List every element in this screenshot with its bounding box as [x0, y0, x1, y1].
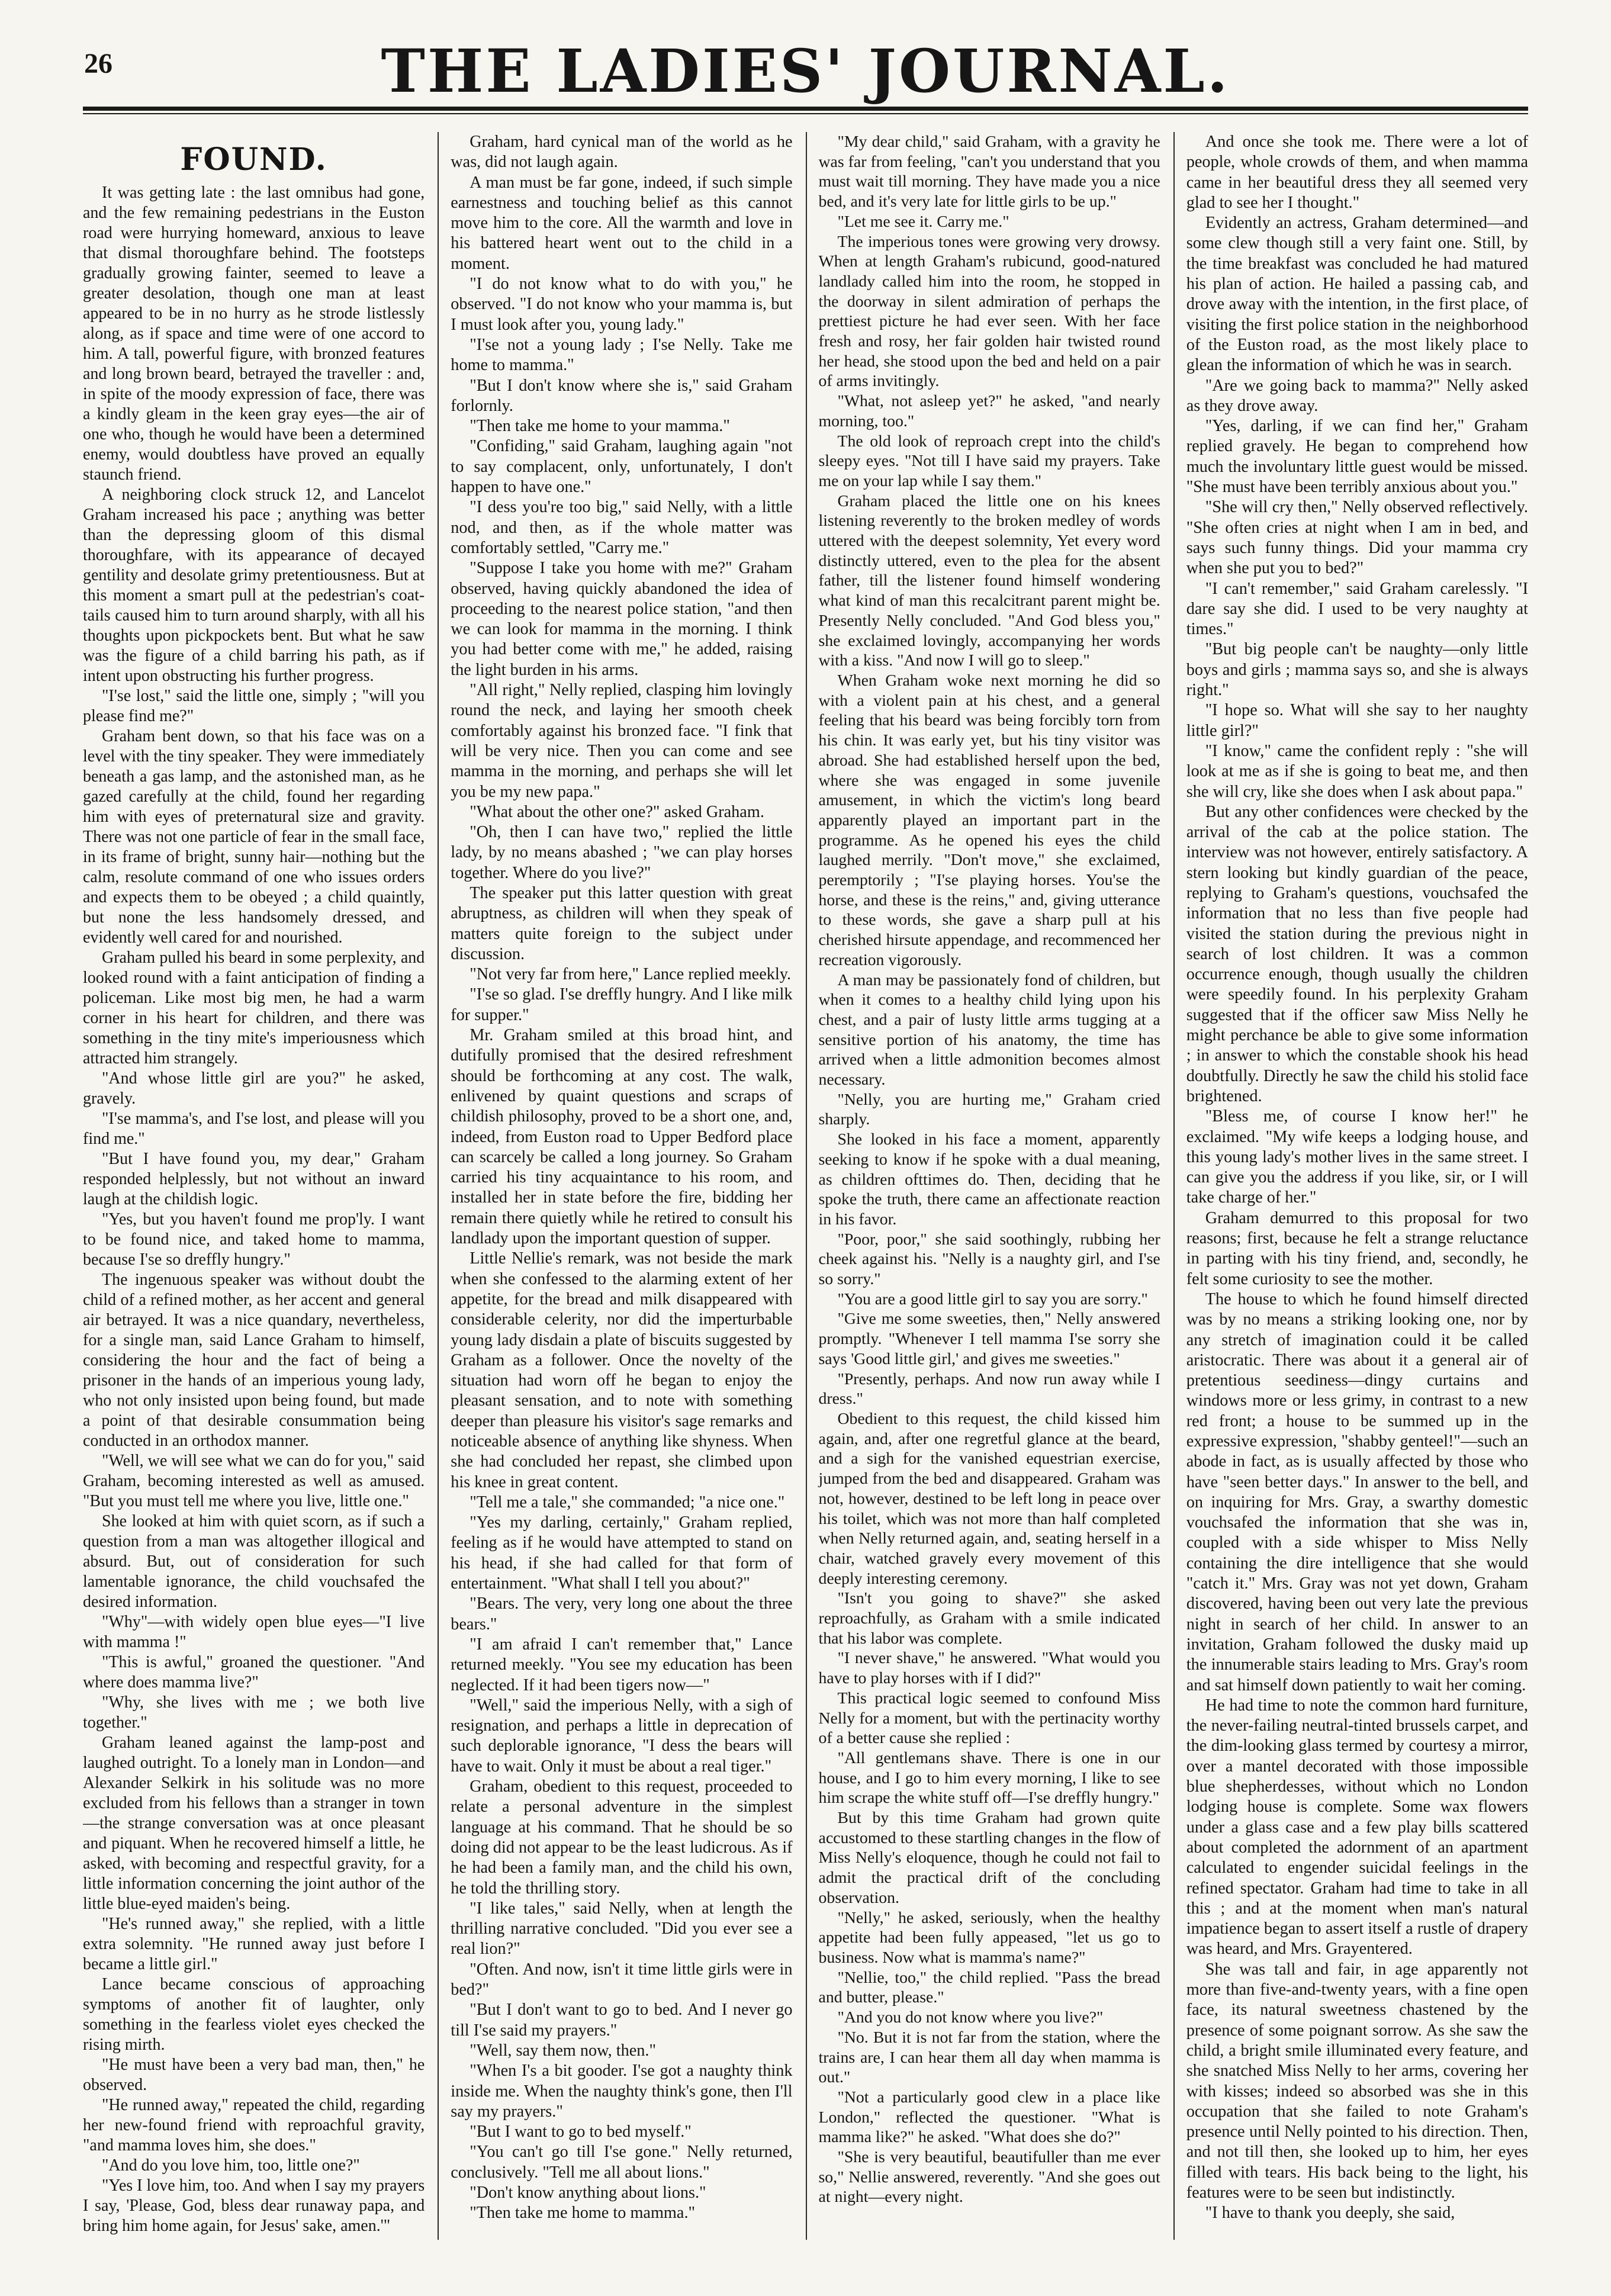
paragraph: Mr. Graham smiled at this broad hint, and dutifully promised that the desired refreshment should be forthcoming at any cost. The walk, enlivened by quaint questions and scraps of childish philosophy, proved to be a short one, and, indeed, from Euston road to Upper Bedford place can scarcely be called a long journey. So Graham carried his tiny acquaintance to his room, and installed her in state before the fire, bidding her remain there quietly while he retired to consult his landlady upon the important question of supper. [451, 1026, 793, 1248]
paragraph: The ingenuous speaker was without doubt the child of a refined mother, as her accent and general air betrayed. It was a nice quandary, nevertheless, for a single man, said Lance Graham to himself, considering the hour and the fact of being a prisoner in the hands of an imperious young lady, who not only insisted upon being found, but made a point of that desirable consummation being conducted in an orthodox manner. [83, 1271, 425, 1450]
paragraph: "I dess you're too big," said Nelly, with a little nod, and then, as if the whole matter was comfortably settled, "Carry me." [451, 498, 793, 557]
paragraph: Graham pulled his beard in some perplexity, and looked round with a faint anticipation of finding a policeman. Like most big men, he had a warm corner in his heart for children, and there was something in the tiny mite's imperiousness which attracted him strangely. [83, 948, 425, 1067]
paragraph: "And you do not know where you live?" [837, 2008, 1104, 2027]
paragraph: But any other confidences were checked by the arrival of the cab at the police station. The interview was not however, entirely satisfactory. A stern looking but kindly guardian of the peace, replying to Graham's questions, vouchsafed the information that no less than five people had visited the station during the previous night in search of lost children. It was a common occurrence enough, though usually the children were speedily found. In his perplexity Graham suggested that if the officer saw Miss Nelly he might perchance be able to give some information ; in answer to which the constable shook his head doubtfully. Directly he saw the child his stolid face brightened. [1186, 802, 1528, 1105]
paragraph: He had time to note the common hard furniture, the never-failing neutral-tinted brussels carpet, and the dim-looking glass termed by courtesy a mirror, over a mantel decorated with those impossible blue shepherdesses, without which no London lodging house is complete. Some wax flowers under a glass case and a few play bills scattered about completed the adornment of an apartment calculated to engender suicidal feelings in the refined spectator. Graham had time to take in all this ; and at the moment when man's natural impatience began to assert itself a rustle of drapery was heard, and Mrs. Grayentered. [1186, 1696, 1528, 1959]
paragraph: "What about the other one?" asked Graham. [470, 802, 764, 821]
paragraph: "Not very far from here," Lance replied meekly. [470, 965, 792, 984]
paragraph: She looked in his face a moment, apparently seeking to know if he spoke with a dual meaning, as children ofttimes do. Then, deciding that he spoke the truth, there came an affectionate reaction in his favor. [818, 1130, 1160, 1229]
article-columns [83, 132, 1528, 2240]
paragraph: "Suppose I take you home with me?" Graham observed, having quickly abandoned the idea of proceeding to the nearest police station, "and then we can look for mamma in the morning. I think you had better come with me," he added, raising the light burden in his arms. [451, 559, 793, 679]
paragraph: "I never shave," he answered. "What would you have to play horses with if I did?" [818, 1649, 1160, 1688]
paragraph: A man may be passionately fond of children, but when it comes to a healthy child lying upon his chest, and a pair of lusty little arms tugging at a sensitive portion of his anatomy, the time has arrived when a little admonition becomes almost necessary. [818, 970, 1160, 1089]
paragraph: Lance became conscious of approaching symptoms of another fit of laughter, only something in the fearless violet eyes checked the rising mirth. [83, 1975, 425, 2054]
paragraph: "Poor, poor," she said soothingly, rubbing her cheek against his. "Nelly is a naughty girl, and I'se so sorry." [818, 1230, 1160, 1289]
column-1 [83, 132, 425, 2240]
paragraph: "I do not know what to do with you," he observed. "I do not know who your mamma is, but I must look after you, young lady." [451, 275, 793, 334]
paragraph: Graham demurred to this proposal for two reasons; first, because he felt a strange reluctance in parting with his tiny friend, and, secondly, he felt some curiosity to see the mother. [1186, 1208, 1528, 1288]
paragraph: "But I don't want to go to bed. And I never go till I'se said my prayers." [451, 2001, 793, 2040]
paragraph: "And whose little girl are you?" he asked, gravely. [83, 1069, 425, 1108]
paragraph: Evidently an actress, Graham determined—and some clew though still a very faint one. Still, by the time breakfast was concluded he had matured his plan of action. He hailed a passing cab, and drove away with the intention, in the first place, of visiting the first police station in the neighborhood of the Euston road, as the most likely place to glean the information of which he was in search. [1186, 214, 1528, 375]
paragraph: She was tall and fair, in age apparently not more than five-and-twenty years, with a fine open face, its natural sweetness chastened by the presence of some poignant sorrow. As she saw the child, a bright smile illuminated every feature, and she snatched Miss Nelly to her arms, covering her with kisses; indeed so absorbed was she in this occupation that she failed to note Graham's presence until Nelly pointed to his direction. Then, and not till then, she looked up to him, her eyes filled with tears. His back being to the light, his features were to be seen but indistinctly. [1186, 1960, 1528, 2202]
paragraph: "Well," said the imperious Nelly, with a sigh of resignation, and perhaps a little in deprecation of such deplorable ignorance, "I dess the bears will have to wait. Only it must be about a real tiger." [451, 1696, 793, 1776]
paragraph: A man must be far gone, indeed, if such simple earnestness and touching belief as this cannot move him to the core. All the warmth and love in his battered heart went out to the child in a moment. [451, 173, 793, 273]
paragraph: Graham, hard cynical man of the world as he was, did not laugh again. [451, 133, 793, 172]
paragraph: "I can't remember," said Graham carelessly. "I dare say she did. I used to be very naughty at times." [1186, 579, 1528, 639]
paragraph: Obedient to this request, the child kissed him again, and, after one regretful glance at the beard, and a sigh for the vanished equestrian exercise, jumped from the bed and disappeared. Graham was not, however, destined to be left long in peace over his toilet, which was not more than half completed when Nelly returned again, and, seating herself in a chair, watched gravely every movement of this deeply interesting ceremony. [818, 1410, 1160, 1588]
column-3 [806, 132, 1160, 2240]
paragraph: "Nelly," he asked, seriously, when the healthy appetite had been fully appeased, "let us go to business. Now what is mamma's name?" [818, 1908, 1160, 1967]
paragraph: "I'se mamma's, and I'se lost, and please will you find me." [83, 1110, 425, 1148]
paragraph: "Then take me home to mamma." [470, 2204, 696, 2223]
paragraph: "And do you love him, too, little one?" [102, 2156, 360, 2175]
paragraph: The speaker put this latter question with great abruptness, as children will when they speak of matters quite foreign to the subject under discussion. [451, 883, 793, 963]
paragraph: "Yes, but you haven't found me prop'ly. I want to be found nice, and taked home to mamma, because I'se so dreffly hungry." [83, 1210, 425, 1269]
paragraph: "What, not asleep yet?" he asked, "and nearly morning, too." [818, 392, 1160, 430]
paragraph: "Isn't you going to shave?" she asked reproachfully, as Graham with a smile indicated that his labor was complete. [818, 1589, 1160, 1648]
paragraph: "I'se not a young lady ; I'se Nelly. Take me home to mamma." [451, 335, 793, 375]
paragraph: "Then take me home to your mamma." [470, 417, 730, 436]
paragraph: "I know," came the confident reply : "she will look at me as if she is going to beat me, and then she will cry, like she does when I ask about papa." [1186, 741, 1528, 801]
paragraph: "But big people can't be naughty—only little boys and girls ; mamma says so, and she is always right." [1186, 640, 1528, 700]
paragraph: "Well, we will see what we can do for you," said Graham, becoming interested as well as amused. "But you must tell me where you live, little one." [83, 1452, 425, 1510]
paragraph: The old look of reproach crept into the child's sleepy eyes. "Not till I have said my prayers. Take me on your lap while I say them." [818, 432, 1160, 490]
paragraph: "When I's a bit gooder. I'se got a naughty think inside me. When the naughty think's gone, then I'll say my prayers." [451, 2062, 793, 2121]
column-4 [1173, 132, 1528, 2240]
paragraph: "You are a good little girl to say you are sorry." [837, 1290, 1148, 1308]
paragraph: "Yes my darling, certainly," Graham replied, feeling as if he would have attempted to stand on his head, if she had called for that form of entertainment. "What shall I tell you about?" [451, 1513, 793, 1593]
paragraph: "She is very beautiful, beautifuller than me ever so," Nellie answered, reverently. "And she goes out at night—every night. [818, 2148, 1160, 2207]
paragraph: "I'se so glad. I'se dreffly hungry. And I like milk for supper." [451, 985, 793, 1024]
paragraph: "He's runned away," she replied, with a little extra solemnity. "He runned away just before I became a little girl." [83, 1915, 425, 1973]
paragraph: Graham bent down, so that his face was on a level with the tiny speaker. They were immediately beneath a gas lamp, and the astonished man, as he gazed carefully at the child, found her regarding him with eyes of preternatural size and gravity. There was not one particle of fear in the small face, in its frame of bright, sunny hair—nothing but the calm, resolute command of one who issues orders and expects them to be obeyed ; a child quaintly, but none the less handsomely dressed, and evidently well cared for and nourished. [83, 727, 425, 947]
paragraph: But by this time Graham had grown quite accustomed to these startling changes in the flow of Miss Nelly's eloquence, though he could not fail to admit the practical drift of the concluding observation. [818, 1809, 1160, 1907]
paragraph: "Often. And now, isn't it time little girls were in bed?" [451, 1960, 793, 1999]
paragraph: "No. But it is not far from the station, where the trains are, I can hear them all day when mamma is out." [818, 2028, 1160, 2087]
paragraph: "All right," Nelly replied, clasping him lovingly round the neck, and laying her smooth cheek comfortably against his bronzed face. "I fink that will be very nice. Then you can come and see mamma in the morning, and perhaps she will let you be my new papa." [451, 681, 793, 801]
paragraph: "He runned away," repeated the child, regarding her new-found friend with reproachful gravity, "and mamma loves him, she does." [83, 2096, 425, 2154]
page-number: 26 [84, 48, 112, 79]
paragraph: And once she took me. There were a lot of people, whole crowds of them, and when mamma came in her beautiful dress they all seemed very glad to see her I thought." [1186, 133, 1528, 212]
masthead-rule [83, 107, 1528, 111]
paragraph: "All gentlemans shave. There is one in our house, and I go to him every morning, I like to see him scrape the white stuff off—I'se dreffly hungry." [818, 1748, 1160, 1808]
column-2 [438, 132, 792, 2240]
paragraph: "She will cry then," Nelly observed reflectively. "She often cries at night when I am in bed, and says such funny things. Did your mamma cry when she put you to bed?" [1186, 498, 1528, 578]
paragraph: "I have to thank you deeply, she said, [1205, 2204, 1455, 2223]
paragraph: "Don't know anything about lions." [470, 2183, 706, 2202]
paragraph: "You can't go till I'se gone." Nelly returned, conclusively. "Tell me all about lions." [451, 2143, 793, 2182]
masthead-rule-thin [83, 113, 1528, 114]
paragraph: "Oh, then I can have two," replied the little lady, by no means abashed ; "we can play horses together. Where do you live?" [451, 823, 793, 882]
paragraph: "He must have been a very bad man, then," he observed. [83, 2056, 425, 2094]
paragraph: "I am afraid I can't remember that," Lance returned meekly. "You see my education has been neglected. If it had been tigers now—" [451, 1635, 793, 1694]
paragraph: "I'se lost," said the little one, simply ; "will you please find me?" [83, 687, 425, 725]
paragraph: "Presently, perhaps. And now run away while I dress." [818, 1369, 1160, 1409]
paragraph: "Confiding," said Graham, laughing again "not to say complacent, only, unfortunately, I don't happen to have one." [451, 437, 793, 497]
paragraph: "Yes I love him, too. And when I say my prayers I say, 'Please, God, bless dear runaway papa, and bring him home again, for Jesus' sake, amen.'" [83, 2176, 425, 2235]
paragraph: When Graham woke next morning he did so with a violent pain at his chest, and a general feeling that his beard was being forcibly torn from his chin. It was early yet, but his tiny visitor was abroad. She had established herself upon the bed, where she was engaged in some juvenile amusement, in which the victim's long beard apparently played an important part in the programme. As he opened his eyes the child laughed merrily. "Don't move," she exclaimed, peremptorily ; "I'se playing horses. You'se the horse, and these is the reins," and, giving utterance to these words, she gave a sharp pull at his cherished hirsute appendage, and recommenced her recreation vigorously. [818, 671, 1160, 969]
paragraph: Graham, obedient to this request, proceeded to relate a personal adventure in the simplest language at his command. That he should be so doing did not appear to be the least ludicrous. As if he had been a family man, and the child his own, he told the thrilling story. [451, 1777, 793, 1898]
paragraph: "I like tales," said Nelly, when at length the thrilling narrative concluded. "Did you ever see a real lion?" [451, 1899, 793, 1959]
paragraph: "But I want to go to bed myself." [470, 2123, 692, 2141]
paragraph: "Not a particularly good clew in a place like London," reflected the questioner. "What is mamma like?" he asked. "What does she do?" [818, 2088, 1160, 2147]
paragraph: "This is awful," groaned the questioner. "And where does mamma live?" [83, 1653, 425, 1692]
paragraph: It was getting late : the last omnibus had gone, and the few remaining pedestrians in the Euston road were hurrying homeward, anxious to leave that dismal thoroughfare behind. The footsteps gradually growing fainter, seemed to leave a greater desolation, though one man at least appeared to be in no hurry as he strode listlessly along, as if space and time were of one accord to him. A tall, powerful figure, with bronzed features and long brown beard, betrayed the traveller : and, in spite of the moody expression of face, there was a kindly gleam in the keen gray eyes—the air of one who, though he would have been a determined enemy, would doubtless have proved an equally staunch friend. [83, 184, 425, 484]
paragraph: "Why, she lives with me ; we both live together." [83, 1693, 425, 1732]
paragraph: "But I don't know where she is," said Graham forlornly. [451, 376, 793, 415]
paragraph: "I hope so. What will she say to her naughty little girl?" [1186, 701, 1528, 740]
paragraph: "Why"—with widely open blue eyes—"I live with mamma !" [83, 1613, 425, 1651]
journal-title: THE LADIES' JOURNAL. [381, 36, 1230, 106]
paragraph: "Yes, darling, if we can find her," Graham replied gravely. He began to comprehend how much the involuntary little guest would be missed. "She must have been terribly anxious about you." [1186, 417, 1528, 497]
paragraph: Graham leaned against the lamp-post and laughed outright. To a lonely man in London—and Alexander Selkirk in his solitude was no more excluded from his fellows than a stranger in town—the strange conversation was at once pleasant and piquant. When he recovered himself a little, he asked, with becoming and respectful gravity, for a little information concerning the joint author of the little blue-eyed maiden's being. [83, 1734, 425, 1913]
story-title: FOUND. [180, 142, 327, 178]
paragraph: "Nelly, you are hurting me," Graham cried sharply. [818, 1090, 1160, 1129]
paragraph: "Well, say them now, then." [470, 2041, 656, 2060]
paragraph: "Tell me a tale," she commanded; "a nice one." [470, 1493, 785, 1512]
paragraph: A neighboring clock struck 12, and Lancelot Graham increased his pace ; anything was better than the depressing gloom of this dismal thoroughfare, with its appearance of decayed gentility and desolate grimy pretentiousness. But at this moment a smart pull at the pedestrian's coat-tails caused him to turn around sharply, with all his thoughts upon pickpockets bent. But what he saw was the figure of a child barring his path, as if intent upon obstructing his further progress. [83, 485, 425, 685]
paragraph: "Bless me, of course I know her!" he exclaimed. "My wife keeps a lodging house, and this young lady's mother lives in the same street. I can give you the address if you like, sir, or I will take charge of her." [1186, 1107, 1528, 1207]
paragraph: "Bears. The very, very long one about the three bears." [451, 1594, 793, 1633]
paragraph: "Give me some sweeties, then," Nelly answered promptly. "Whenever I tell mamma I'se sorry she says 'Good little girl,' and gives me sweeties." [818, 1310, 1160, 1368]
paragraph: "My dear child," said Graham, with a gravity he was far from feeling, "can't you understand that you must wait till morning. They have made you a nice bed, and it's very late for little girls to be up." [818, 133, 1160, 211]
paragraph: The imperious tones were growing very drowsy. When at length Graham's rubicund, good-natured landlady called him into the room, he stopped in the doorway in silent admiration of perhaps the prettiest picture he had ever seen. With her face fresh and rosy, her fair golden hair twisted round her head, she stood upon the bed and held on a pair of arms invitingly. [818, 232, 1160, 391]
paragraph: This practical logic seemed to confound Miss Nelly for a moment, but with the pertinacity worthy of a better cause she replied : [818, 1689, 1160, 1748]
paragraph: "But I have found you, my dear," Graham responded helplessly, but not without an inward laugh at the childish logic. [83, 1150, 425, 1208]
paragraph: "Are we going back to mamma?" Nelly asked as they drove away. [1186, 376, 1528, 415]
paragraph: She looked at him with quiet scorn, as if such a question from a man was altogether illogical and absurd. But, out of consideration for such lamentable ignorance, the child vouchsafed the desired information. [83, 1512, 425, 1611]
paragraph: Little Nellie's remark, was not beside the mark when she confessed to the alarming extent of her appetite, for the bread and milk disappeared with considerable celerity, nor did the imperturbable young lady disdain a plate of biscuits suggested by Graham as a follower. Once the novelty of the situation had worn off he began to enjoy the pleasant sensation, and to note with something deeper than pleasure his visitor's sage remarks and noticeable absence of anything like shyness. When she had concluded her repast, she climbed upon his knee in great content. [451, 1249, 793, 1491]
paragraph: "Nellie, too," the child replied. "Pass the bread and butter, please." [818, 1968, 1160, 2007]
paragraph: "Let me see it. Carry me." [837, 212, 1009, 231]
masthead [83, 24, 1528, 107]
paragraph: The house to which he found himself directed was by no means a striking looking one, nor by any stretch of imagination could it be called aristocratic. There was about it a general air of pretentious seediness—dingy curtains and windows more or less grimy, in contrast to a new red front; a house to be summed up in the expressive expression, "shabby genteel!"—such an abode in fact, as is usually affected by those who have "seen better days." In answer to the bell, and on inquiring for Mrs. Gray, a swarthy domestic vouchsafed the information that she was in, coupled with a side whisper to Miss Nelly containing the dire intelligence that she would "catch it." Mrs. Gray was not yet down, Graham discovered, having been out very late the previous night in search of her child. In answer to an invitation, Graham followed the dusky maid up the innumerable stairs leading to Mrs. Gray's room and sat himself down patiently to wait her coming. [1186, 1290, 1528, 1694]
paragraph: Graham placed the little one on his knees listening reverently to the broken medley of words uttered with the deepest solemnity, Yet every word distinctly uttered, even to the plea for the absent father, till the listener found himself wondering what kind of man this recalcitrant parent might be. Presently Nelly concluded. "And God bless you," she exclaimed lovingly, accompanying her words with a kiss. "And now I will go to sleep." [818, 491, 1160, 670]
